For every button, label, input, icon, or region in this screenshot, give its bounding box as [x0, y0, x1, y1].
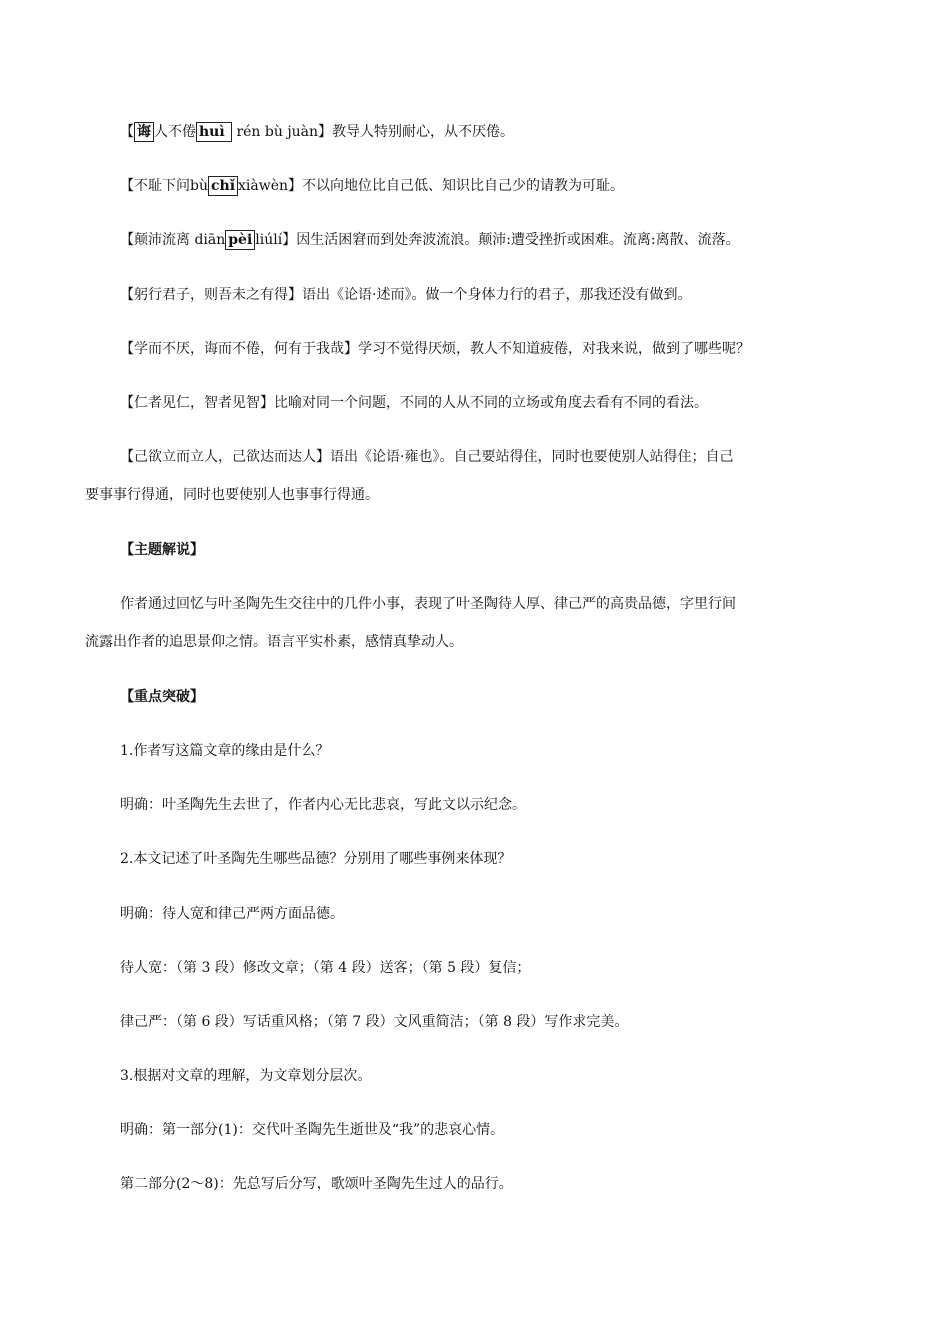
vocab-pinyin: xiàwèn】 — [238, 178, 303, 194]
key-answer-2-detail-2: 律己严：（第 6 段）写话重风格；（第 7 段）文风重简洁；（第 8 段）写作求完美。 — [120, 1014, 629, 1030]
vocab-word: 【不耻下问bù — [120, 178, 208, 194]
vocab-pinyin: rén bù juàn — [232, 124, 319, 140]
phrase-entry-long-line1: 【己欲立而立人，己欲达而达人】语出《论语·雍也》。自己要站得住，同时也要使别人站得住；自己 — [120, 449, 734, 465]
section-heading-theme: 【主题解说】 — [120, 542, 204, 558]
key-answer-1: 明确：叶圣陶先生去世了，作者内心无比悲哀，写此文以示纪念。 — [120, 797, 526, 813]
key-answer-3-part-2: 第二部分(2～8)：先总写后分写，歌颂叶圣陶先生过人的品行。 — [120, 1176, 513, 1192]
phrase-entry: 【仁者见仁，智者见智】比喻对同一个问题，不同的人从不同的立场或角度去看有不同的看法。 — [120, 395, 708, 411]
boxed-pinyin: chǐ — [208, 176, 238, 196]
vocab-definition: 因生活困窘而到处奔波流浪。颠沛:遭受挫折或困难。流离:离散、流落。 — [296, 232, 740, 248]
key-answer-3: 明确：第一部分(1)：交代叶圣陶先生逝世及“我”的悲哀心情。 — [120, 1122, 505, 1138]
key-question-3: 3.根据对文章的理解，为文章划分层次。 — [120, 1068, 372, 1084]
boxed-character: 诲 — [134, 122, 154, 142]
section-heading-key-points: 【重点突破】 — [120, 689, 204, 705]
key-question-1: 1.作者写这篇文章的缘由是什么？ — [120, 743, 330, 759]
phrase-entry: 【躬行君子，则吾未之有得】语出《论语·述而》。做一个身体力行的君子，那我还没有做到。 — [120, 287, 692, 303]
bracket-close: 】 — [318, 124, 333, 140]
key-question-2: 2.本文记述了叶圣陶先生哪些品德？分别用了哪些事例来体现？ — [120, 851, 512, 867]
key-answer-2-detail-1: 待人宽：（第 3 段）修改文章；（第 4 段）送客；（第 5 段）复信； — [120, 960, 531, 976]
bracket-open: 【 — [120, 124, 134, 140]
vocab-word: 人不倦 — [154, 124, 196, 140]
vocab-definition: 不以向地位比自己低、知识比自己少的请教为可耻。 — [302, 178, 625, 194]
phrase-entry: 【学而不厌，诲而不倦，何有于我哉】学习不觉得厌烦，教人不知道疲倦，对我来说，做到了哪些呢？ — [120, 341, 750, 357]
vocab-entry-bu-chi-xia-wen — [120, 176, 880, 196]
boxed-pinyin: pèi — [225, 230, 255, 250]
vocab-entry-hui-ren-bu-juan — [120, 122, 880, 142]
vocab-pinyin: liúlí】 — [255, 232, 297, 248]
key-answer-2: 明确：待人宽和律己严两方面品德。 — [120, 906, 344, 922]
theme-paragraph-line2: 流露出作者的追思景仰之情。语言平实朴素，感情真挚动人。 — [85, 634, 463, 650]
boxed-pinyin: huì — [196, 122, 232, 142]
phrase-entry-long-line2: 要事事行得通，同时也要使别人也事事行得通。 — [85, 487, 379, 503]
vocab-word: 【颠沛流离 diān — [120, 232, 226, 248]
theme-paragraph-line1: 作者通过回忆与叶圣陶先生交往中的几件小事，表现了叶圣陶待人厚、律己严的高贵品德，字里行间 — [120, 596, 736, 612]
vocab-entry-dian-pei-liu-li — [120, 230, 880, 250]
vocab-definition: 教导人特别耐心，从不厌倦。 — [332, 124, 515, 140]
